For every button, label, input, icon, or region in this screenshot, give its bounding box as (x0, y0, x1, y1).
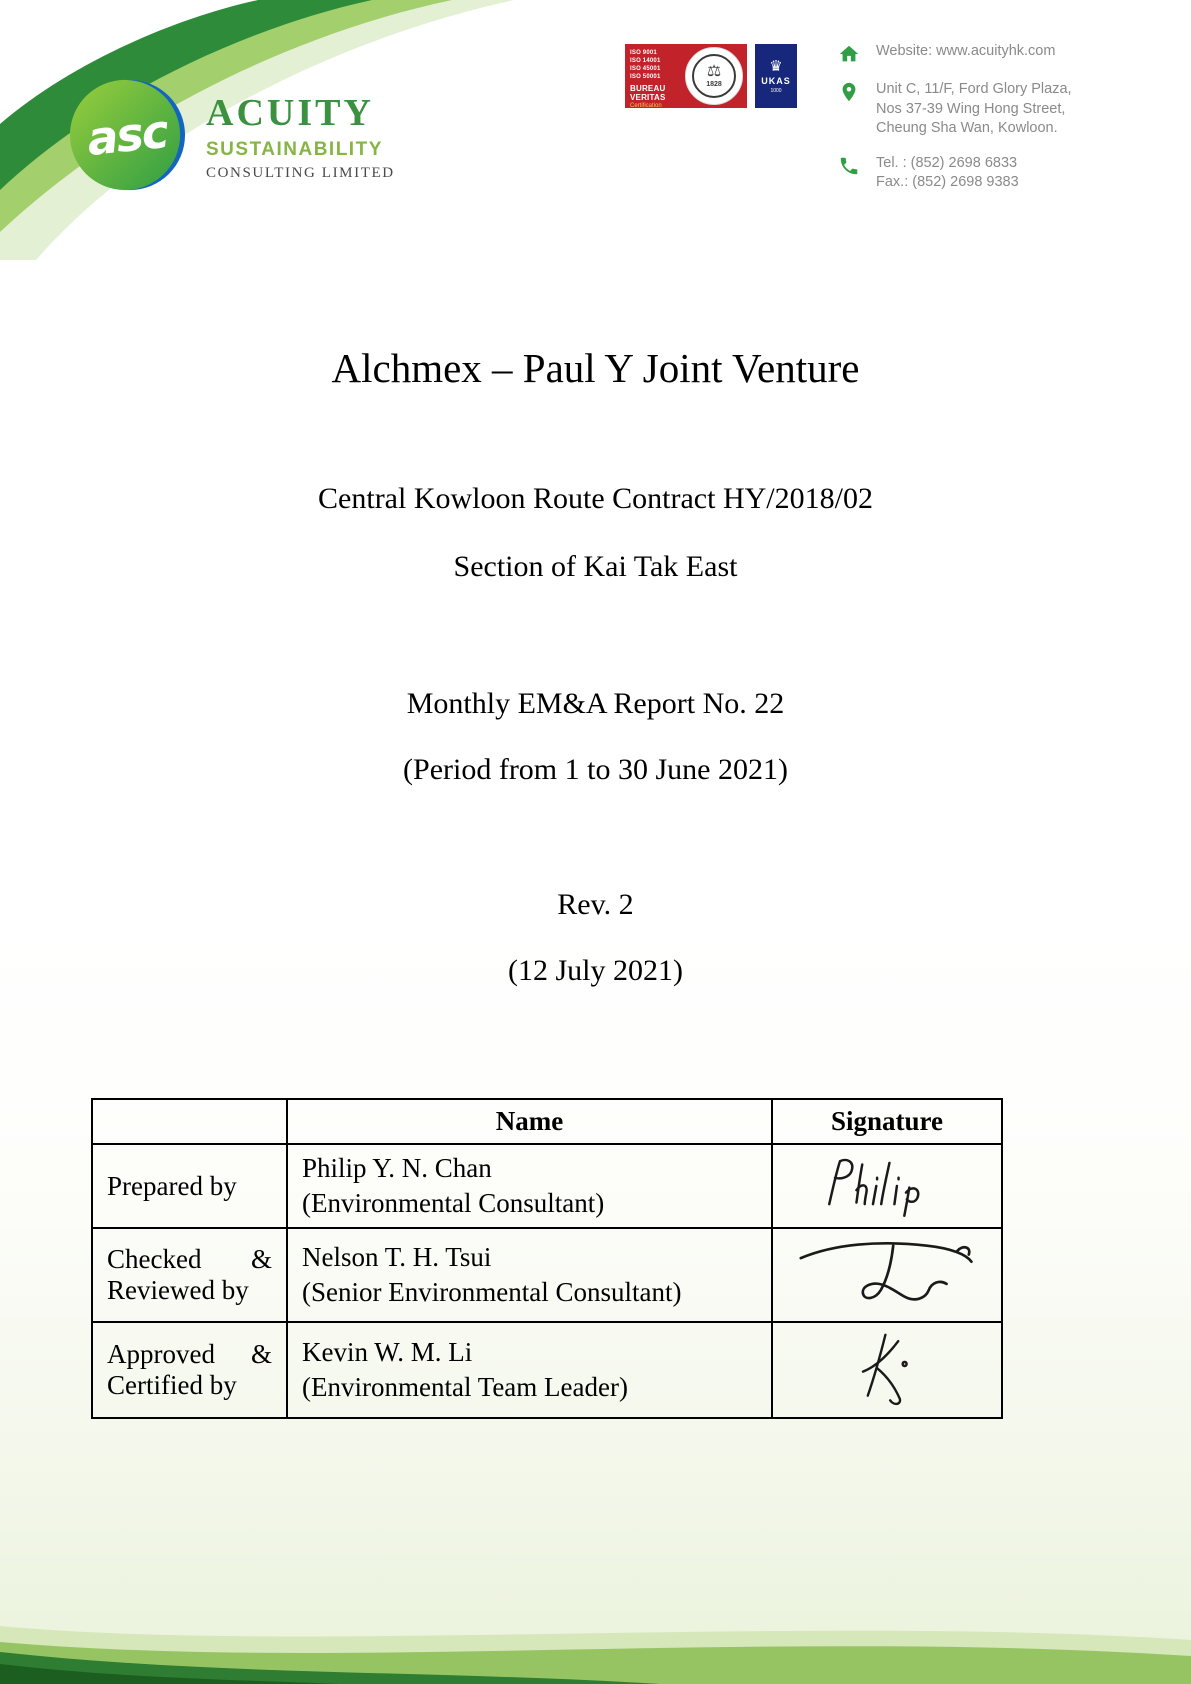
date-line: (12 July 2021) (508, 954, 683, 987)
crown-icon: ♛ (769, 57, 783, 75)
phone-row (838, 154, 1138, 193)
website-row (838, 42, 1138, 65)
map-pin-icon (838, 81, 860, 103)
iso-list (625, 44, 687, 109)
iso-line: ISO 50001 (630, 74, 661, 81)
bureau-veritas-label: BUREAU VERITAS (630, 84, 666, 103)
iso-line: ISO 45001 (630, 66, 661, 73)
person-name: Kevin W. M. Li (302, 1337, 473, 1368)
role-cell (92, 1322, 287, 1418)
logo-monogram: asc (84, 103, 170, 167)
seal-year: 1828 (706, 81, 722, 88)
section-line: Section of Kai Tak East (453, 550, 738, 583)
company-name: ACUITY (206, 92, 374, 134)
signature-column-header: Signature (772, 1099, 1002, 1144)
role-text-line2: Reviewed by (107, 1275, 249, 1306)
period-line: (Period from 1 to 30 June 2021) (403, 753, 788, 786)
signature-cell (772, 1144, 1002, 1228)
certification-label: Certification (630, 103, 662, 110)
role-text-line2: Certified by (107, 1370, 237, 1401)
person-title: (Senior Environmental Consultant) (302, 1277, 682, 1308)
role-amp: & (250, 1339, 272, 1370)
name-column-header: Name (287, 1099, 772, 1144)
signature-table (91, 1098, 1003, 1419)
logo-circle (68, 76, 186, 194)
signature-cell (772, 1228, 1002, 1322)
company-logo (68, 76, 395, 194)
table-row-approved (92, 1322, 1002, 1418)
person-title: (Environmental Consultant) (302, 1188, 605, 1219)
role-text: Prepared by (107, 1170, 237, 1201)
name-cell (287, 1228, 772, 1322)
role-text: Approved (107, 1339, 215, 1370)
address-line-1: Unit C, 11/F, Ford Glory Plaza, (876, 81, 1072, 97)
signature-philip (807, 1153, 967, 1219)
role-cell (92, 1144, 287, 1228)
bureau-veritas-seal (685, 47, 743, 105)
role-text: Checked (107, 1244, 202, 1275)
name-cell (287, 1322, 772, 1418)
main-title: Alchmex – Paul Y Joint Venture (331, 345, 860, 391)
company-subtitle-2: CONSULTING LIMITED (206, 165, 395, 181)
company-subtitle: SUSTAINABILITY (206, 139, 383, 160)
certification-badges (625, 44, 797, 108)
website-text: Website: www.acuityhk.com (876, 43, 1056, 59)
bureau-veritas-seal-inner (692, 54, 736, 98)
contract-line: Central Kowloon Route Contract HY/2018/02 (318, 482, 873, 515)
table-header-row (92, 1099, 1002, 1144)
address-line-2: Nos 37-39 Wing Hong Street, (876, 100, 1066, 117)
fax-line: Fax.: (852) 2698 9383 (876, 174, 1019, 191)
person-name: Philip Y. N. Chan (302, 1153, 492, 1183)
empty-header-cell (92, 1099, 287, 1144)
table-row-checked (92, 1228, 1002, 1322)
seal-emblem-icon: ⚖ (706, 63, 722, 80)
signature-cell (772, 1322, 1002, 1418)
bottom-wave-decoration (0, 1612, 1191, 1684)
bureau-veritas-badge (625, 44, 747, 108)
address-line-3: Cheung Sha Wan, Kowloon. (876, 120, 1058, 137)
report-number-line: Monthly EM&A Report No. 22 (406, 687, 785, 720)
signature-kevin (839, 1329, 935, 1411)
contact-block (838, 42, 1138, 208)
role-cell (92, 1228, 287, 1322)
ukas-label: UKAS (761, 75, 791, 86)
revision-line: Rev. 2 (557, 888, 634, 921)
table-row-prepared (92, 1144, 1002, 1228)
iso-line: ISO 9001 (630, 50, 657, 56)
address-row (838, 80, 1138, 139)
ukas-sub-label: 1000 (770, 87, 782, 94)
phone-icon (838, 155, 860, 177)
name-cell (287, 1144, 772, 1228)
home-icon (838, 43, 860, 65)
iso-line: ISO 14001 (630, 58, 661, 65)
tel-line: Tel. : (852) 2698 6833 (876, 154, 1018, 171)
ukas-badge (755, 44, 797, 108)
person-title: (Environmental Team Leader) (302, 1372, 628, 1403)
person-name: Nelson T. H. Tsui (302, 1242, 492, 1273)
signature-nelson (787, 1235, 987, 1315)
address-text (876, 80, 1072, 139)
logo-text (206, 76, 395, 182)
phone-text (876, 154, 1019, 193)
role-amp: & (250, 1244, 272, 1275)
